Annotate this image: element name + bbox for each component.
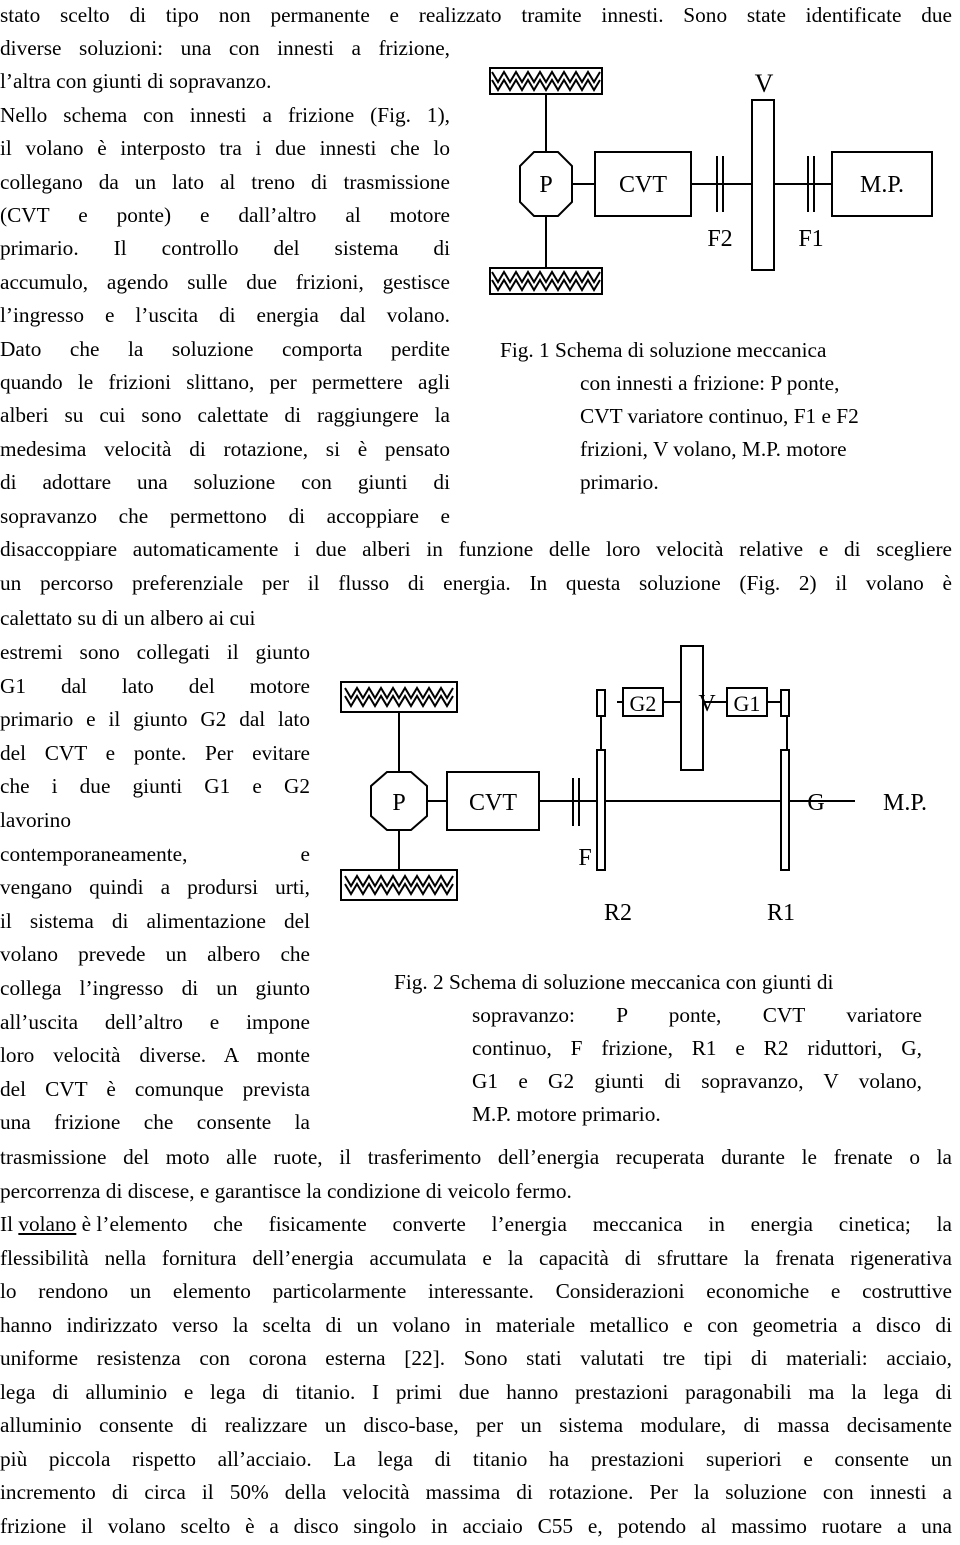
text-line: percorrenza di discese, e garantisce la condizione di veicolo fermo. <box>0 1179 572 1203</box>
text-line: una frizione che consente la <box>0 1110 310 1134</box>
text-line: flessibilità nella fornitura dell’energia accumulata e la capacità di sfruttare la frenata rigenerativa <box>0 1246 952 1270</box>
fig2-caption-line: Fig. 2 Schema di soluzione meccanica con giunti di <box>394 970 834 994</box>
text-line: frizione il volano scelto è a disco singolo in acciaio C55 e, potendo al massimo ruotare a una <box>0 1514 952 1538</box>
text-line: alluminio consente di realizzare un disco-base, per un sistema modulare, di massa decisamente <box>0 1413 952 1437</box>
volano-line-rest: elemento che fisicamente converte l’energia meccanica in energia cinetica; la <box>109 1212 952 1236</box>
fig1-caption-line: frizioni, V volano, M.P. motore <box>580 437 847 461</box>
volano-suffix: è l’ <box>76 1212 110 1236</box>
text-line: accumulo, agendo sulle due frizioni, gestisce <box>0 270 450 294</box>
text-line: primario. Il controllo del sistema di <box>0 236 450 260</box>
text-line: collegano da un lato al treno di trasmissione <box>0 170 450 194</box>
volano-link[interactable]: volano <box>18 1212 77 1236</box>
text-line: uniforme resistenza con corona esterna [22]. Sono stati valutati tre tipi di materiali: acciaio, <box>0 1346 952 1370</box>
fig1-label-cvt: CVT <box>619 172 667 198</box>
fig1-wheel-bottom <box>492 272 600 282</box>
text-line: volano prevede un albero che <box>0 942 310 966</box>
text-line: lega di alluminio e lega di titanio. I primi due hanno prestazioni paragonabili ma la lega di <box>0 1380 952 1404</box>
text-line: (CVT e ponte) e dall’altro al motore <box>0 203 450 227</box>
fig2-label-g1: G1 <box>733 691 761 716</box>
fig1-label-v: V <box>754 69 774 98</box>
fig2-label-f: F <box>578 845 592 871</box>
text-line: Nello schema con innesti a frizione (Fig. 1), <box>0 103 450 127</box>
fig2-label-g: G <box>807 790 825 816</box>
text-line: del CVT e ponte. Per evitare <box>0 741 310 765</box>
fig2-caption-line: sopravanzo: P ponte, CVT variatore <box>472 1003 922 1027</box>
text-line: incremento di circa il 50% della velocità massima di rotazione. Per la soluzione con innesti a <box>0 1480 952 1504</box>
fig1-label-p: P <box>539 172 553 198</box>
text-line <box>0 1209 952 1239</box>
fig2-label-cvt: CVT <box>469 790 517 816</box>
text-line: estremi sono collegati il giunto <box>0 640 310 664</box>
fig1-label-mp: M.P. <box>859 172 905 198</box>
fig1-wheel-top <box>492 72 600 82</box>
fig2-label-v: V <box>698 691 716 717</box>
text-line: G1 dal lato del motore <box>0 674 310 698</box>
text-line: il sistema di alimentazione del <box>0 909 310 933</box>
text-line: lo rendono un elemento particolarmente interessante. Considerazioni economiche e costruttive <box>0 1279 952 1303</box>
fig1-label-f2: F2 <box>707 226 733 252</box>
text-line: di adottare una soluzione con giunti di <box>0 470 450 494</box>
text-line: calettato su di un albero ai cui <box>0 606 256 630</box>
text-line: diverse soluzioni: una con innesti a frizione, <box>0 36 450 60</box>
fig1-flywheel <box>752 100 774 270</box>
fig2-caption-line: G1 e G2 giunti di sopravanzo, V volano, <box>472 1069 922 1093</box>
text-line: stato scelto di tipo non permanente e realizzato tramite innesti. Sono state identificate due <box>0 3 952 27</box>
text-line: un percorso preferenziale per il flusso di energia. In questa soluzione (Fig. 2) il volano è <box>0 571 952 595</box>
fig1-label-f1: F1 <box>798 226 824 252</box>
text-line: sopravanzo che permettono di accoppiare e <box>0 504 450 528</box>
fig2-reducer-r1 <box>781 750 789 870</box>
text-line: il volano è interposto tra i due innesti che lo <box>0 136 450 160</box>
text-line: del CVT è comunque prevista <box>0 1077 310 1101</box>
text-line: medesima velocità di rotazione, si è pensato <box>0 437 450 461</box>
fig1-caption-line: con innesti a frizione: P ponte, <box>580 371 840 395</box>
fig1-caption-line: Fig. 1 Schema di soluzione meccanica <box>500 338 827 362</box>
text-line: Dato che la soluzione comporta perdite <box>0 337 450 361</box>
fig1-caption-line: CVT variatore continuo, F1 e F2 <box>580 404 859 428</box>
text-line: collega l’ingresso di un giunto <box>0 976 310 1000</box>
fig2-reducer-r2 <box>597 750 605 870</box>
fig2-wheel-bottom <box>345 876 453 886</box>
text-line: che i due giunti G1 e G2 <box>0 774 310 798</box>
text-line: più piccola rispetto all’acciaio. La lega di titanio ha prestazioni superiori e consente un <box>0 1447 952 1471</box>
fig2-label-r1: R1 <box>766 900 796 926</box>
text-line: quando le frizioni slittano, per permettere agli <box>0 370 450 394</box>
fig1-caption-line: primario. <box>580 470 659 494</box>
fig1-diagram <box>480 60 950 330</box>
text-line: contemporaneamente, e <box>0 842 310 866</box>
fig2-diagram <box>335 640 945 940</box>
fig2-wheel-top <box>345 688 453 698</box>
fig2-label-r2: R2 <box>603 900 633 926</box>
text-line: l’ingresso e l’uscita di energia dal volano. <box>0 303 450 327</box>
text-line: lavorino <box>0 808 71 832</box>
text-line: primario e il giunto G2 dal lato <box>0 707 310 731</box>
fig2-label-p: P <box>392 790 406 816</box>
fig2-label-mp: M.P. <box>882 790 928 816</box>
fig2-caption-line: M.P. motore primario. <box>472 1102 661 1126</box>
text-line: disaccoppiare automaticamente i due alberi in funzione delle loro velocità relative e di scegliere <box>0 537 952 561</box>
text-line: trasmissione del moto alle ruote, il trasferimento dell’energia recuperata durante le frenate o la <box>0 1145 952 1169</box>
text-line: alberi su cui sono calettate di raggiungere la <box>0 403 450 427</box>
text-line: l’altra con giunti di sopravanzo. <box>0 69 272 93</box>
fig2-label-g2: G2 <box>629 691 657 716</box>
text-line: vengano quindi a prodursi urti, <box>0 875 310 899</box>
text-line: hanno indirizzato verso la scelta di un volano in materiale metallico e con geometria a disco di <box>0 1313 952 1337</box>
fig2-caption-line: continuo, F frizione, R1 e R2 riduttori, G, <box>472 1036 922 1060</box>
text-line: loro velocità diverse. A monte <box>0 1043 310 1067</box>
text-line: all’uscita dell’altro e impone <box>0 1010 310 1034</box>
volano-prefix: Il <box>0 1212 19 1236</box>
